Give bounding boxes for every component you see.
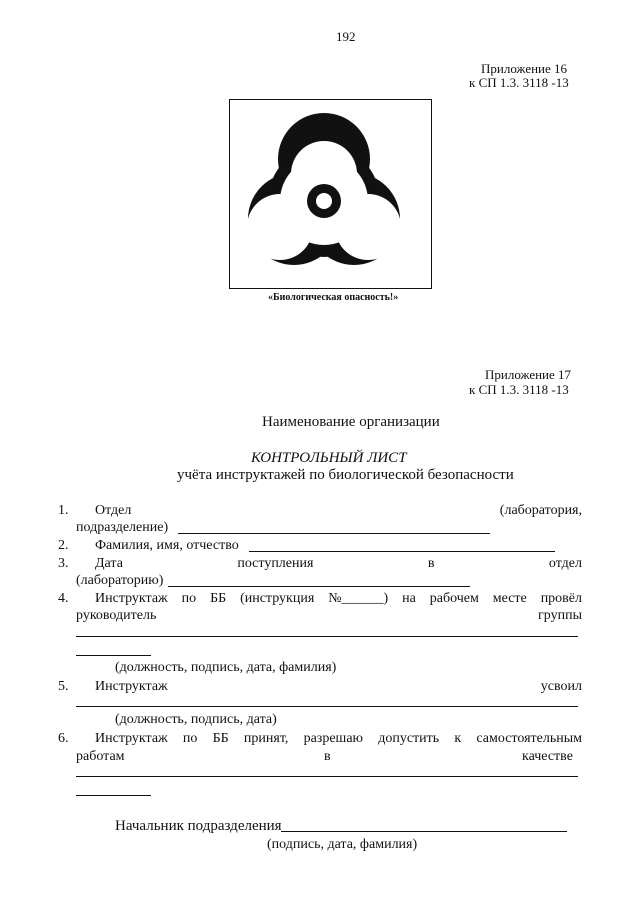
- item-6-line: [95, 730, 582, 747]
- item-4-word: группы: [538, 608, 582, 623]
- chief-note: (подпись, дата, фамилия): [267, 837, 418, 852]
- item-6-word: работам: [76, 749, 125, 764]
- item-6-fill-line-short: [76, 795, 151, 796]
- item-4-number: 4.: [58, 591, 69, 606]
- biohazard-icon: [230, 100, 430, 287]
- item-6-fill-line: [76, 776, 578, 777]
- item-4-word: ББ: [210, 591, 227, 606]
- appendix16-label: Приложение 16: [481, 61, 568, 76]
- item-2-label: Фамилия, имя, отчество: [95, 538, 239, 553]
- item-5-note: (должность, подпись, дата): [115, 712, 277, 727]
- item-3-word: в: [427, 556, 435, 571]
- item-4-note: (должность, подпись, дата, фамилия): [115, 660, 337, 675]
- item-3-line: [95, 555, 582, 572]
- item-4-word: Инструктаж: [95, 591, 168, 606]
- item-6-word: к: [454, 731, 462, 746]
- item-5-line: [95, 678, 582, 695]
- item-4-line-2: [76, 607, 582, 624]
- organization-name: Наименование организации: [262, 414, 440, 430]
- item-6-word: в: [324, 749, 331, 764]
- item-6-word: допустить: [378, 731, 440, 746]
- page-number: 192: [336, 29, 356, 44]
- item-1-word: (лаборатория,: [499, 503, 582, 518]
- item-3-continuation: (лабораторию): [76, 573, 164, 588]
- item-2-number: 2.: [58, 538, 69, 553]
- item-4-word: месте: [492, 591, 527, 606]
- item-4-word: №______): [328, 591, 389, 606]
- item-6-word: по: [182, 731, 198, 746]
- item-1-fill-line: [178, 533, 490, 534]
- item-3-fill-line: [168, 586, 470, 587]
- item-3-word: Дата: [95, 556, 123, 571]
- item-1-line: [95, 502, 582, 519]
- biohazard-symbol-frame: [229, 99, 432, 289]
- item-6-number: 6.: [58, 731, 69, 746]
- item-4-word: по: [181, 591, 197, 606]
- item-6-word: Инструктаж: [95, 731, 168, 746]
- item-6-word: ББ: [212, 731, 229, 746]
- item-3-number: 3.: [58, 556, 69, 571]
- item-5-number: 5.: [58, 679, 69, 694]
- appendix16-ref: к СП 1.3. 3118 -13: [469, 75, 569, 90]
- item-1-number: 1.: [58, 503, 69, 518]
- item-3-word: отдел: [548, 556, 582, 571]
- appendix17-label: Приложение 17: [485, 367, 572, 382]
- item-4-line: [95, 590, 582, 607]
- item-5-word: Инструктаж: [95, 679, 168, 694]
- item-4-word: провёл: [540, 591, 582, 606]
- document-subtitle: учёта инструктажей по биологической безопасности: [177, 467, 514, 483]
- item-3-word: поступления: [237, 556, 314, 571]
- item-4-fill-line-short: [76, 655, 151, 656]
- symbol-caption: «Биологическая опасность!»: [268, 292, 399, 303]
- item-4-fill-line: [76, 636, 578, 637]
- item-6-word: принят,: [243, 731, 289, 746]
- item-4-word: на: [402, 591, 416, 606]
- item-5-fill-line: [76, 706, 578, 707]
- document-title: КОНТРОЛЬНЫЙ ЛИСТ: [251, 450, 407, 466]
- item-2-fill-line: [249, 551, 555, 552]
- item-1-word: Отдел: [95, 503, 132, 518]
- item-6-word: качестве: [522, 749, 573, 764]
- item-4-word: рабочем: [429, 591, 479, 606]
- item-6-word: разрешаю: [303, 731, 364, 746]
- chief-fill-line: [281, 831, 567, 832]
- appendix17-ref: к СП 1.3. 3118 -13: [469, 382, 569, 397]
- item-6-word: самостоятельным: [476, 731, 582, 746]
- item-5-word: усвоил: [540, 679, 582, 694]
- item-1-continuation: подразделение): [76, 520, 169, 535]
- chief-label: Начальник подразделения: [115, 818, 282, 834]
- item-4-word: руководитель: [76, 608, 157, 623]
- item-4-word: (инструкция: [240, 591, 315, 606]
